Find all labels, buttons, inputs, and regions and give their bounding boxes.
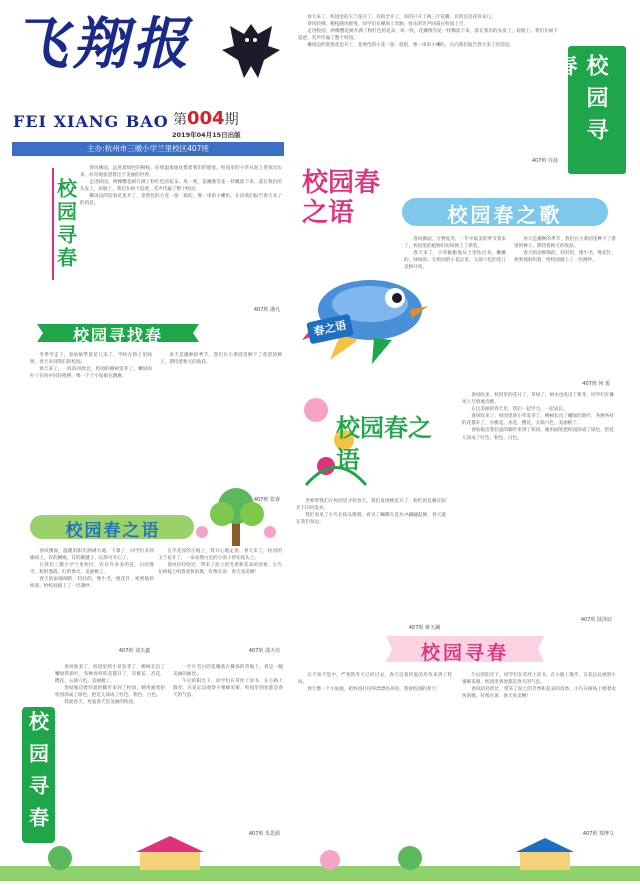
paragraph: 春天像一个小姑娘，把校园打扮得漂漂亮亮的。我爱校园的春天！ bbox=[307, 687, 441, 693]
heading-spring-song: 校园春之歌 bbox=[400, 194, 610, 230]
paragraph: 春天的雨细细的，轻轻的，像牛毛，像花针，密密地斜织着，给校园披上了一层薄纱。 bbox=[30, 577, 154, 590]
side-heading-find-spring-right: 校园寻春 bbox=[568, 46, 626, 174]
heading-find-spring: 校园寻找春 bbox=[33, 318, 203, 348]
issue-label: 第004期 bbox=[173, 108, 239, 129]
sponsor-bar: 主办:杭州市三墩小学兰里校区407班 bbox=[12, 142, 284, 156]
paragraph: 春风拂面，温暖的阳光洒满大地。下课了，同学们来到操场上，有的跳绳，有的踢毽子，玩得可开心了。 bbox=[30, 549, 154, 562]
paragraph: 操场边的迎春花也开了，金黄色的小花一簇一簇的，像一串串小喇叭，在向我们报告春天来了的消息。 bbox=[80, 194, 282, 207]
bat-logo-icon bbox=[220, 16, 282, 86]
side-heading-text: 校园寻春 bbox=[53, 178, 78, 270]
masthead bbox=[10, 8, 285, 148]
paragraph: 在不知不觉中，严寒的冬天已经过去，春天迈着轻盈的步伐来到了校园。 bbox=[298, 673, 452, 686]
article-10-author: 407班 郑博文 bbox=[582, 831, 614, 837]
side-heading-find-spring bbox=[52, 168, 78, 280]
masthead-pinyin: FEI XIANG BAO bbox=[13, 112, 169, 131]
paragraph: 午后的阳光下，同学们在草坪上读书，在小路上散步，在花坛边观察小蜜蜂采蜜，校园里到处都是春天的气息。 bbox=[173, 679, 283, 699]
paragraph: 走进校园，两棵樱花树开满了粉红色的花朵，风一吹，花瓣像雪花一样飘落下来，落在我们的头发上，肩膀上。我们在树下追逐，笑声传遍了整个校园。 bbox=[80, 180, 282, 193]
paragraph: 春风拂面，远看着绿色的柳枝，好像温柔地抚摸着我们的脸庞。校园里的小草从泥土里探出头来，好奇地张望着这个美丽的世界。 bbox=[80, 166, 282, 179]
article-7-author: 407班 何 悦 bbox=[582, 381, 610, 387]
article-2-author: 407班 张睿 bbox=[253, 497, 280, 503]
tree-illustration bbox=[192, 486, 282, 550]
paragraph: 春风吹来，校园里的花开了，草绿了，树木也发出了新芽。同学们在操场上尽情地奔跑。 bbox=[462, 393, 614, 406]
paragraph: 冬季学走了，春姑娘带着花儿来了。学校在桥子里映照，春天来到我们的校园。 bbox=[30, 353, 152, 366]
article-5 bbox=[55, 664, 283, 828]
article-7 bbox=[404, 236, 616, 384]
side-heading-find-spring-3: 校园寻春 bbox=[26, 700, 50, 850]
paragraph: 春天的雨细细的，轻轻的，像牛毛，像花针，密密地斜织着，给校园披上了一层薄纱。 bbox=[514, 251, 616, 264]
paragraph: 走进校园，两棵樱花树开满了粉红色的花朵，风一吹，花瓣像雪花一样飘落下来，落在我们的头发上，肩膀上。我们在树下追逐，笑声传遍了整个校园。 bbox=[298, 29, 558, 42]
article-8 bbox=[296, 498, 446, 622]
paragraph: 在这美丽的春天里，我们一起学习，一起成长。 bbox=[471, 407, 568, 413]
paragraph: 操场边的迎春花也开了，金黄色的小花一簇一簇的，像一串串小喇叭，在向我们报告春天来了的消息。 bbox=[307, 43, 514, 49]
paragraph: 一片片雪白的花瓣落在操场的草地上，真是一幅美丽的画卷。 bbox=[173, 665, 283, 678]
article-8-author: 407班 蒋天澜 bbox=[408, 625, 440, 631]
article-3 bbox=[30, 548, 154, 645]
issue-date: 2019年04月15日出版 bbox=[172, 131, 241, 139]
paragraph: 午后的阳光下，同学们在草坪上读书，在小路上散步，在花坛边观察小蜜蜂采蜜，校园里到处都是春天的气息。 bbox=[462, 673, 616, 686]
paragraph: 在我们三墩小学兰里校区，有许许多多的花，白的像雪，粉的像霞，红的像火，美丽极了。 bbox=[30, 563, 154, 576]
article-1-author: 407班 潘凡 bbox=[253, 307, 280, 313]
paragraph: 春天来了，校园里的玉兰花开了，有的全开了，有的只开了两三片花瓣，有的还是花骨朵儿。 bbox=[307, 15, 496, 20]
article-9-author: 407班 陆泽辰 bbox=[580, 617, 612, 623]
paragraph: 春风轻轻吹过，带来了泥土的芳香和花朵的清香。小鸟在树枝上唱着欢快的歌，好像在说：春天真美啊！ bbox=[462, 687, 616, 700]
article-2 bbox=[30, 352, 282, 494]
heading-find-spring-2: 校园寻春 bbox=[380, 632, 550, 666]
paragraph: 我爱春天，更爱春天里美丽的校园。 bbox=[64, 700, 138, 706]
article-9 bbox=[462, 392, 614, 614]
issue-number: 004 bbox=[187, 108, 225, 129]
article-4-author: 407班 邵天仪 bbox=[248, 648, 280, 654]
paragraph: 春天来了，一阵阵风吹过，校园的柳树发芽了，嫩绿的叶子在风中轻轻摇摆，像一个个小姑娘在跳舞。 bbox=[30, 367, 152, 380]
paragraph: 春天是播种的季节，我们在小菜园里种下了希望的种子，期待着秋天的收获。 bbox=[514, 237, 616, 250]
article-5-author: 407班 朱思源 bbox=[248, 831, 280, 837]
article-3-author: 407班 刘天鑫 bbox=[118, 648, 150, 654]
paragraph: 春姑娘迈着轻盈的脚步来到了校园，她用画笔把校园涂成了绿色，把花儿涂成了红色、粉色、白色。 bbox=[55, 686, 165, 699]
article-1 bbox=[80, 165, 282, 302]
masthead-title: 飞翔报 bbox=[12, 11, 192, 77]
big-spring-words: 校园春之语 bbox=[302, 168, 381, 228]
paragraph: 春风拂面，万物复苏，一年中最美的季节到来了，校园里的植物们纷纷换上了新装。 bbox=[404, 237, 506, 250]
article-6-author: 407班 许晨 bbox=[531, 158, 558, 164]
heading-spring-words-1: 校园春之语 bbox=[28, 512, 198, 542]
article-4 bbox=[158, 548, 282, 638]
paragraph: 春天来了，小草偷偷地从土里钻出来，嫩嫩的，绿绿的。在校园的小花坛里，五颜六色的花儿竞相开放。 bbox=[404, 251, 506, 271]
paragraph: 春风轻轻吹过，带来了泥土的芳香和花朵的清香。小鸟在树枝上唱着欢快的歌，好像在说：春天真美啊！ bbox=[158, 563, 282, 576]
article-6 bbox=[298, 14, 558, 156]
paragraph: 我们看见了小鸟在枝头歌唱，看见了蝴蝶在花丛中翩翩起舞，春天就在我们身边。 bbox=[296, 513, 446, 526]
bottom-landscape-illustration bbox=[0, 836, 640, 885]
spring-badge: 春之语 bbox=[306, 314, 354, 345]
paragraph: 在乎花园的小路上，我开心地走着。春天来了，校园的玉兰花开了，一朵朵像白色的小鸽子停在枝头上。 bbox=[158, 549, 282, 562]
paragraph: 春天是播种的季节，我们在小菜园里种下了希望的种子，期待着秋天的收获。 bbox=[160, 353, 282, 366]
paragraph: 老师带我们在校园里寻找春天。我们发现桃花开了，粉红的花瓣在阳光下闪闪发亮。 bbox=[296, 499, 446, 512]
paragraph: 春风轻拂，柳枝随风摇曳，同学们在操场上奔跑，快乐的笑声回荡在校园上空。 bbox=[307, 22, 468, 28]
paragraph: 春姑娘迈着轻盈的脚步来到了校园，她用画笔把校园涂成了绿色，把花儿涂成了红色、粉色、白色。 bbox=[462, 428, 614, 441]
article-10 bbox=[298, 672, 616, 832]
paragraph: 春风吹来了，校园里的小草发芽了，柳树长出了嫩绿的新叶，各种各样的花都开了，有桃花、杏花、樱花，五颜六色，美丽极了。 bbox=[55, 665, 165, 685]
paragraph: 春风吹来了，校园里的小草发芽了，柳树长出了嫩绿的新叶，各种各样的花都开了，有桃花、杏花、樱花，五颜六色，美丽极了。 bbox=[462, 414, 614, 427]
heading-spring-words-2: 校园春之语 bbox=[336, 414, 432, 474]
